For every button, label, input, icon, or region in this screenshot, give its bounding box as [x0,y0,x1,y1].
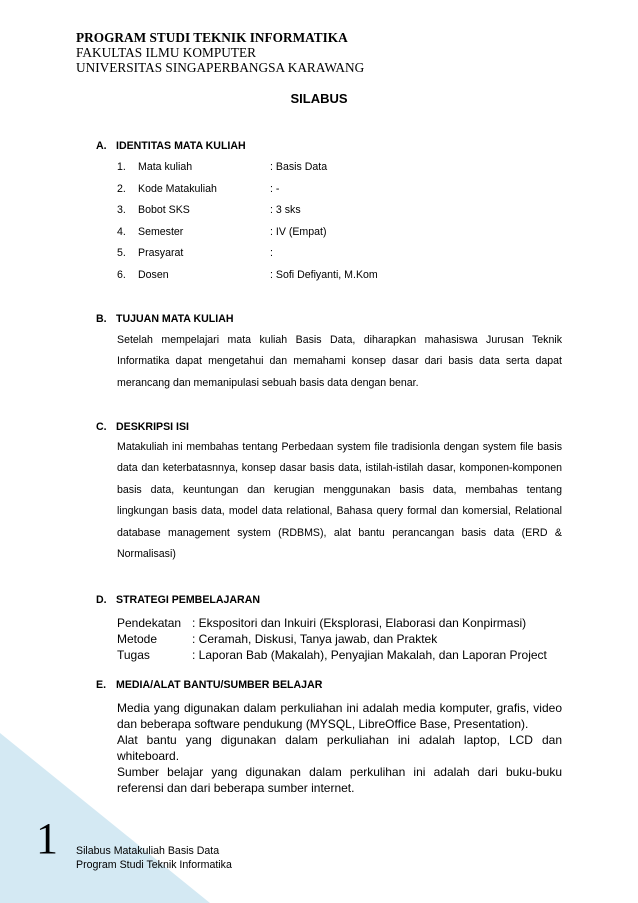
section-d-title: STRATEGI PEMBELAJARAN [116,594,261,606]
section-d-heading [96,594,260,606]
row-number: 6. [117,268,126,281]
strategy-value: : Ekspositori dan Inkuiri (Eksplorasi, Elaborasi dan Konpirmasi) [192,616,527,630]
section-e-heading [96,679,322,691]
row-value: : IV (Empat) [270,225,327,238]
row-value: : Sofi Defiyanti, M.Kom [270,268,378,281]
row-number: 3. [117,204,126,216]
row-key: Bobot SKS [138,204,190,216]
row-value: : Basis Data [270,161,328,173]
row-key: Prasyarat [138,247,184,259]
row-number: 4. [117,225,126,238]
row-value: : - [270,182,280,195]
tools-paragraph: Alat bantu yang digunakan dalam perkuliahan ini adalah laptop, LCD dan whiteboard. [117,733,562,763]
section-e-letter: E. [96,679,107,691]
faculty-name: FAKULTAS ILMU KOMPUTER [76,45,256,61]
strategy-value: : Laporan Bab (Makalah), Penyajian Makalah, dan Laporan Project [192,648,547,662]
strategy-key: Pendekatan [117,616,182,630]
section-a-heading [96,140,246,152]
page-number: 1 [36,814,58,863]
row-key: Mata kuliah [138,161,193,173]
page-title: SILABUS [290,91,348,106]
row-key: Dosen [138,268,169,281]
section-b-heading [96,313,234,325]
section-d-letter: D. [96,594,107,606]
section-c-title: DESKRIPSI ISI [116,421,189,433]
media-paragraph: Media yang digunakan dalam perkuliahan ini adalah media komputer, grafis, video dan beberapa software pendukung (MYSQL, LibreOffice Base, Presentation). [117,701,562,731]
row-number: 2. [117,182,126,195]
sources-paragraph: Sumber belajar yang digunakan dalam perkulihan ini adalah dari buku-buku referensi dan dari beberapa sumber internet. [117,765,562,795]
description-paragraph: Matakuliah ini membahas tentang Perbedaan system file tradisionla dengan system file basis data dan keterbatasnnya, konsep dasar basis data, istilah-istilah dasar, komponen-komponen basis data, keuntungan dan kerugian menggunakan basis data, membahas tentang lingkungan basis data, model data relational, Bahasa query formal dan komersial, Relational database management system (RDBMS), alat bantu perancangan basis data (ERD & Normalisasi) [117,441,562,561]
section-b-letter: B. [96,313,107,325]
section-c-heading [96,421,189,433]
institution-header [76,30,364,76]
strategy-key: Metode [117,632,158,646]
row-number: 1. [117,161,126,173]
section-a-title: IDENTITAS MATA KULIAH [116,140,246,152]
section-e-title: MEDIA/ALAT BANTU/SUMBER BELAJAR [116,679,323,691]
row-value: : 3 sks [270,204,301,216]
row-value: : [270,247,273,259]
objective-paragraph: Setelah mempelajari mata kuliah Basis Data, diharapkan mahasiswa Jurusan Teknik Informatika dapat mengetahui dan memahami konsep dasar dari basis data serta dapat merancang dan memanipulasi sebuah basis data dengan benar. [117,334,562,389]
strategy-key: Tugas [117,648,150,662]
strategy-value: : Ceramah, Diskusi, Tanya jawab, dan Praktek [192,632,438,646]
footer-program: Program Studi Teknik Informatika [76,859,232,871]
footer [76,844,232,872]
university-name: UNIVERSITAS SINGAPERBANGSA KARAWANG [76,60,365,76]
section-a-letter: A. [96,140,107,152]
media-text [117,700,562,796]
row-number: 5. [117,247,126,259]
row-key: Semester [138,225,184,238]
footer-course: Silabus Matakuliah Basis Data [76,845,220,857]
program-name: PROGRAM STUDI TEKNIK INFORMATIKA [76,30,348,45]
section-b-title: TUJUAN MATA KULIAH [116,313,234,325]
row-key: Kode Matakuliah [138,182,217,195]
section-c-letter: C. [96,421,107,433]
